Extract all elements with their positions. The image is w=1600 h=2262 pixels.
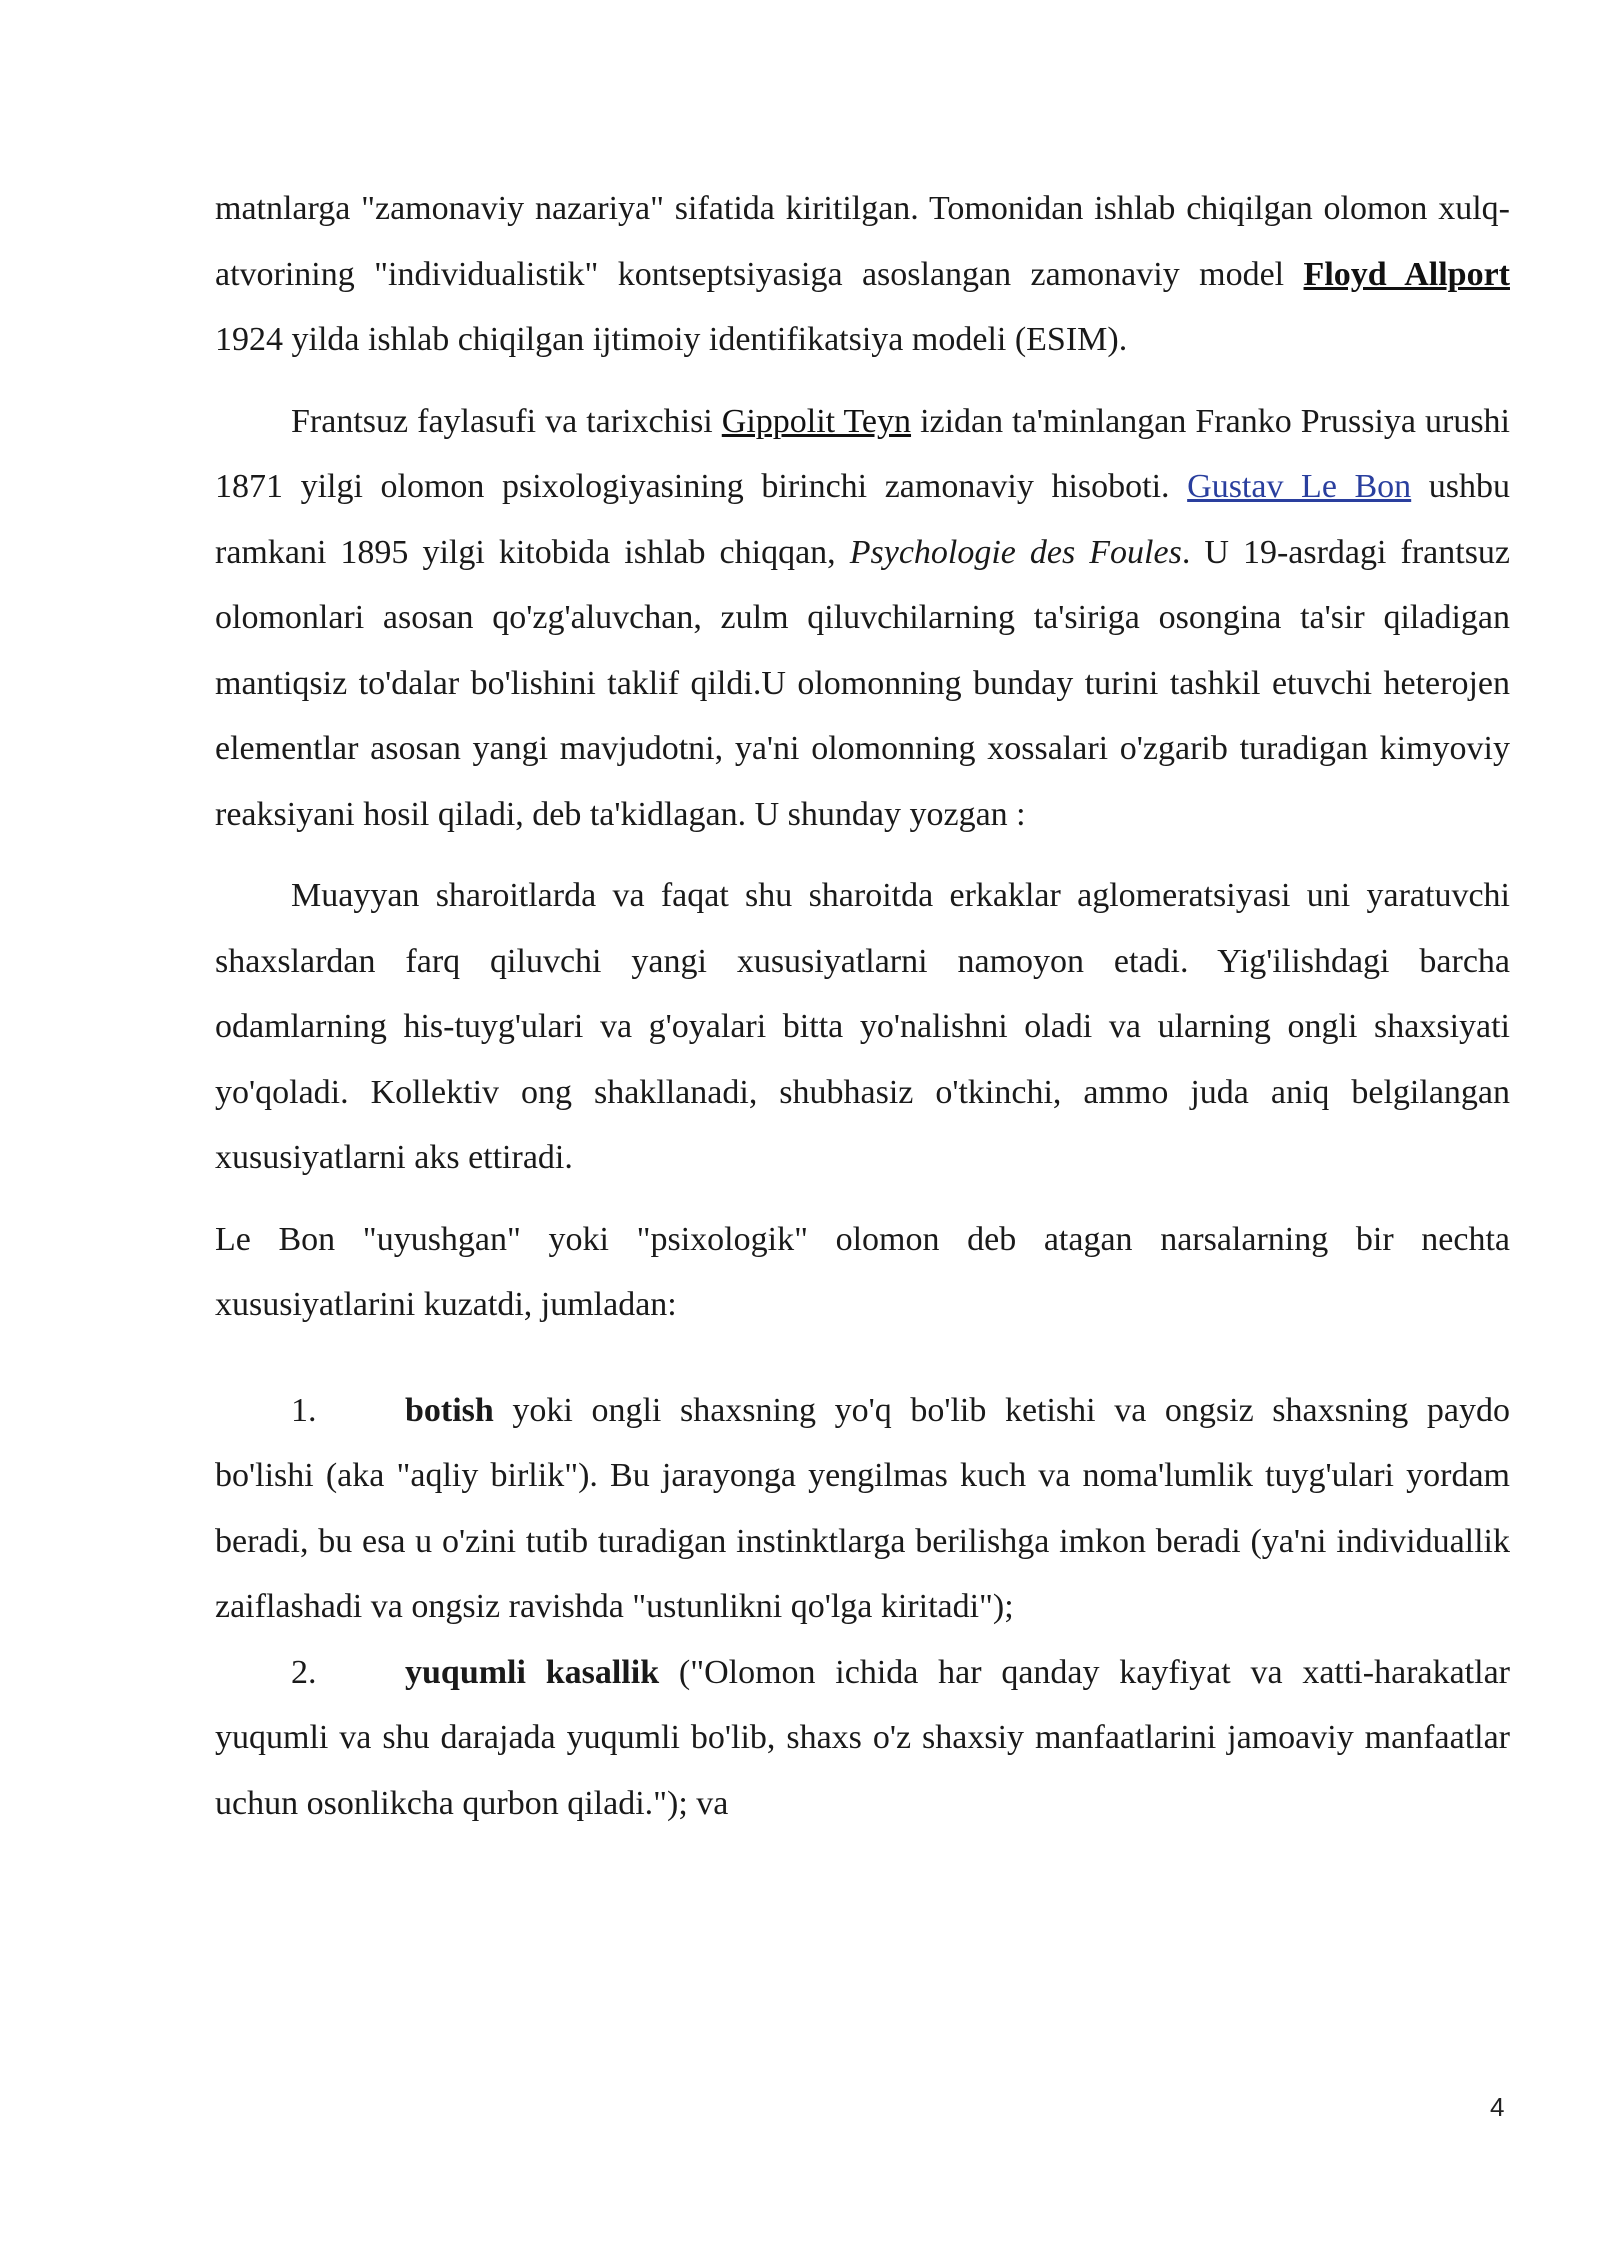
list-term: botish	[405, 1391, 494, 1429]
paragraph-2-text-a: Frantsuz faylasufi va tarixchisi	[291, 402, 722, 440]
paragraph-1-text-a: matnlarga "zamonaviy nazariya" sifatida kiritilgan. Tomonidan ishlab chiqilgan olomon xulq-atvorining "individualistik" kontseptsiyasiga asoslangan zamonaviy model	[215, 190, 1510, 293]
paragraph-2-text-d: . U 19-asrdagi frantsuz olomonlari asosan qo'zg'aluvchan, zulm qiluvchilarning ta'siriga osongina ta'sir qiladigan mantiqsiz to'dalar bo'lishini taklif qildi.U olomonning bunday turini tashkil etuvchi heterojen elementlar asosan yangi mavjudotni, ya'ni olomonning xossalari o'zgarib turadigan kimyoviy reaksiyani hosil qiladi, deb ta'kidlagan. U shunday yozgan :	[215, 533, 1511, 833]
link-gustav-le-bon[interactable]: Gustav Le Bon	[1187, 468, 1412, 505]
list-number: 2.	[291, 1653, 317, 1691]
paragraph-2-text-c: ushbu ramkani 1895 yilgi kitobida ishlab chiqqan,	[215, 468, 1511, 571]
link-gippolit-teyn[interactable]: Gippolit Teyn	[721, 402, 912, 440]
book-title: Psychologie des Foules	[849, 533, 1182, 571]
paragraph-1-text-b: 1924 yilda ishlab chiqilgan ijtimoiy identifikatsiya modeli (ESIM).	[215, 321, 1128, 358]
list-term: yuqumli kasallik	[405, 1653, 660, 1691]
list-text: ("Olomon ichida har qanday kayfiyat va xatti-harakatlar yuqumli va shu darajada yuqumli bo'lib, shaxs o'z shaxsiy manfaatlarini jamoaviy manfaatlar uchun osonlikcha qurbon qiladi."); va	[215, 1653, 1510, 1822]
paragraph-4: Le Bon "uyushgan" yoki "psixologik" olomon deb atagan narsalarning bir nechta xususiyatlarini kuzatdi, jumladan:	[215, 1220, 1510, 1323]
list-text: yoki ongli shaxsning yo'q bo'lib ketishi va ongsiz shaxsning paydo bo'lishi (aka "aqliy birlik"). Bu jarayonga yengilmas kuch va noma'lumlik tuyg'ulari yordam beradi, bu esa u o'zini tutib turadigan instinktlarga berilishga imkon beradi (ya'ni individuallik zaiflashadi va ongsiz ravishda "ustunlikni qo'lga kiritadi");	[215, 1391, 1510, 1625]
link-floyd-allport[interactable]: Floyd Allport	[1303, 255, 1510, 293]
list-number: 1.	[291, 1391, 317, 1429]
list-item-2	[215, 1640, 1510, 1837]
paragraph-2	[215, 389, 1510, 848]
list-item-1	[215, 1378, 1510, 1640]
page-body	[215, 176, 1510, 1836]
paragraph-2-text-b: izidan ta'minlangan Franko Prussiya urushi 1871 yilgi olomon psixologiyasining birinchi zamonaviy hisoboti.	[215, 402, 1510, 505]
paragraph-1	[215, 176, 1510, 373]
page-number: 4	[1490, 2092, 1505, 2122]
quote-paragraph: Muayyan sharoitlarda va faqat shu sharoitda erkaklar aglomeratsiyasi uni yaratuvchi shaxslardan farq qiluvchi yangi xususiyatlarni namoyon etadi. Yig'ilishdagi barcha odamlarning his-tuyg'ulari va g'oyalari bitta yo'nalishni oladi va ularning ongli shaxsiyati yo'qoladi. Kollektiv ong shakllanadi, shubhasiz o'tkinchi, ammo juda aniq belgilangan xususiyatlarni aks ettiradi.	[215, 877, 1510, 1176]
